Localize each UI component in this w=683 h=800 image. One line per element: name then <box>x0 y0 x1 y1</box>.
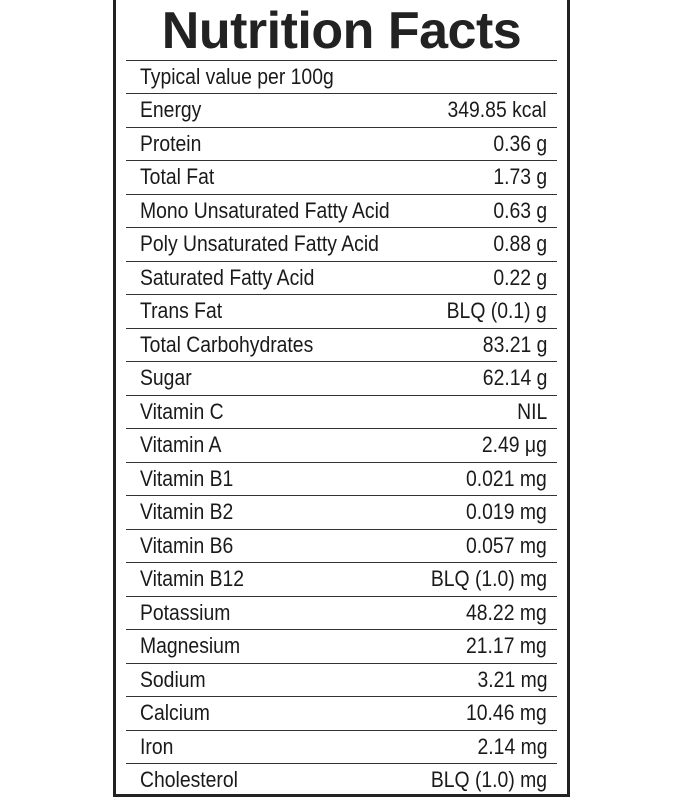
nutrient-name: Trans Fat <box>140 298 223 324</box>
basis-label: Typical value per 100g <box>140 64 334 89</box>
nutrient-amount: 1.73 g <box>493 164 547 190</box>
table-row <box>126 361 557 395</box>
nutrient-amount: 48.22 mg <box>466 599 547 625</box>
table-row <box>126 328 557 362</box>
basis-row <box>126 60 557 93</box>
nutrient-name: Total Carbohydrates <box>140 331 314 357</box>
nutrient-amount: 2.49 μg <box>482 432 547 458</box>
nutrient-name: Cholesterol <box>140 767 238 793</box>
nutrient-amount: 83.21 g <box>482 331 547 357</box>
nutrient-name: Sugar <box>140 365 192 391</box>
nutrient-amount: 21.17 mg <box>466 633 547 659</box>
nutrient-amount: 62.14 g <box>482 365 547 391</box>
nutrient-name: Vitamin C <box>140 398 224 424</box>
nutrient-name: Total Fat <box>140 164 215 190</box>
nutrient-name: Vitamin B12 <box>140 566 245 592</box>
table-row <box>126 428 557 462</box>
nutrient-name: Saturated Fatty Acid <box>140 264 315 290</box>
table-row <box>126 629 557 663</box>
nutrient-name: Mono Unsaturated Fatty Acid <box>140 197 390 223</box>
table-row <box>126 495 557 529</box>
table-row <box>126 261 557 295</box>
table-row <box>126 562 557 596</box>
nutrient-amount: 0.019 mg <box>466 499 547 525</box>
nutrition-facts-panel <box>113 0 570 797</box>
nutrient-amount: 0.021 mg <box>466 465 547 491</box>
nutrition-table <box>126 60 557 797</box>
nutrient-amount: 0.63 g <box>493 197 547 223</box>
nutrient-name: Iron <box>140 733 174 759</box>
nutrient-name: Poly Unsaturated Fatty Acid <box>140 231 379 257</box>
nutrient-name: Protein <box>140 130 202 156</box>
table-row <box>126 160 557 194</box>
nutrient-name: Energy <box>140 97 202 123</box>
table-row <box>126 663 557 697</box>
nutrient-name: Vitamin B1 <box>140 465 234 491</box>
nutrient-amount: 3.21 mg <box>477 666 547 692</box>
nutrient-amount: NIL <box>516 398 547 424</box>
nutrient-amount: 349.85 kcal <box>447 97 547 123</box>
nutrient-amount: BLQ (0.1) g <box>446 298 547 324</box>
table-row <box>126 294 557 328</box>
table-row <box>126 93 557 127</box>
nutrient-name: Vitamin A <box>140 432 222 458</box>
table-row <box>126 227 557 261</box>
nutrient-name: Vitamin B2 <box>140 499 234 525</box>
table-row <box>126 696 557 730</box>
nutrient-rows <box>126 93 557 797</box>
panel-title: Nutrition Facts <box>161 2 522 60</box>
nutrient-amount: BLQ (1.0) mg <box>430 566 547 592</box>
nutrient-name: Vitamin B6 <box>140 532 234 558</box>
nutrient-name: Calcium <box>140 700 210 726</box>
table-row <box>126 462 557 496</box>
table-row <box>126 529 557 563</box>
nutrient-name: Potassium <box>140 599 231 625</box>
nutrient-name: Sodium <box>140 666 206 692</box>
table-row <box>126 194 557 228</box>
nutrient-amount: 0.057 mg <box>466 532 547 558</box>
nutrient-name: Magnesium <box>140 633 241 659</box>
table-row <box>126 763 557 797</box>
table-row <box>126 730 557 764</box>
nutrient-amount: 0.36 g <box>493 130 547 156</box>
table-row <box>126 127 557 161</box>
nutrient-amount: 0.88 g <box>493 231 547 257</box>
nutrient-amount: 0.22 g <box>493 264 547 290</box>
nutrient-amount: 10.46 mg <box>466 700 547 726</box>
table-row <box>126 596 557 630</box>
table-row <box>126 395 557 429</box>
nutrient-amount: BLQ (1.0) mg <box>430 767 547 793</box>
nutrient-amount: 2.14 mg <box>477 733 547 759</box>
